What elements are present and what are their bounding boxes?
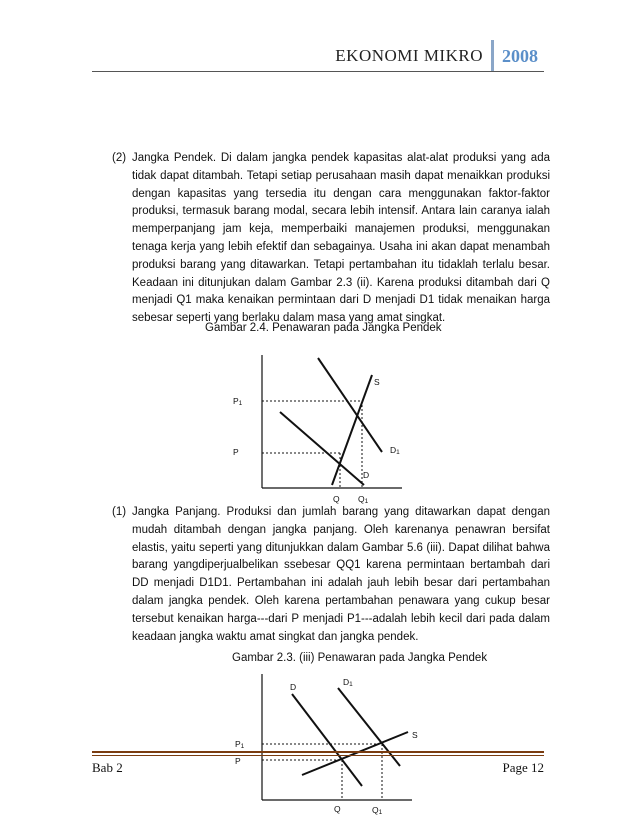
demand-curve-d xyxy=(280,412,364,485)
demand-curve-d xyxy=(292,694,362,786)
page-header xyxy=(335,40,538,72)
header-title: EKONOMI MIKRO xyxy=(335,46,483,65)
label-d: D xyxy=(363,470,370,480)
paragraph-number: (2) xyxy=(112,152,127,164)
paragraph-long-run xyxy=(112,504,550,646)
figure-caption: Gambar 2.4. Penawaran pada Jangka Pendek xyxy=(205,322,442,334)
header-year: 2008 xyxy=(502,45,538,66)
label-s: S xyxy=(412,730,418,740)
label-p: P xyxy=(233,447,239,457)
label-p1: P1 xyxy=(235,739,245,750)
footer-page-number: Page 12 xyxy=(502,760,544,775)
supply-demand-diagram-short-run xyxy=(0,340,638,510)
footer-chapter: Bab 2 xyxy=(92,760,123,775)
label-s: S xyxy=(374,377,380,387)
label-q1: Q1 xyxy=(372,805,383,816)
label-d1: D1 xyxy=(343,677,353,688)
supply-curve xyxy=(302,732,408,775)
header-rule xyxy=(92,71,544,72)
label-q: Q xyxy=(334,804,341,814)
label-p1: P1 xyxy=(233,396,243,407)
label-q1: Q1 xyxy=(358,494,369,505)
label-p: P xyxy=(235,756,241,766)
paragraph-short-run xyxy=(112,150,550,328)
label-q: Q xyxy=(333,494,340,504)
footer-rule-thin xyxy=(92,755,544,756)
paragraph-text: Jangka Panjang. Produksi dan jumlah barang yang ditawarkan dapat dengan mudah ditambah dengan jangka panjang. Oleh karenanya penawran bersifat elastis, yaitu seperti yang ditunjukkan dalam Gambar 5.6 (iii). Dapat dilihat bahwa barang yangdiperjualbelikan ssebesar QQ1 karena permintaan bertambah dari DD menjadi D1D1. Pertambahan ini adalah jauh lebih besar dari pertambahan dalam jangka pendek. Oleh karena pertambahan penawara yang cukup besar tersebut kenaikan harga---dari P menjadi P1---adalah lebih kecil dari pada dalam keadaan jangka waktu amat singkat dan jangka pendek. xyxy=(132,506,550,643)
label-d: D xyxy=(290,682,297,692)
paragraph-number: (1) xyxy=(112,506,127,518)
figure-caption: Gambar 2.3. (iii) Penawaran pada Jangka Pendek xyxy=(232,652,488,664)
supply-demand-diagram-long-run xyxy=(0,672,638,822)
paragraph-text: Jangka Pendek. Di dalam jangka pendek kapasitas alat-alat produksi yang ada tidak dapat ditambah. Tetapi setiap perusahaan masih dapat menaikkan produksi dengan kapasitas yang tersedia itu dengan cara menggunakan faktor-faktor produksi, termasuk barang modal, secara lebih intensif. Antara lain caranya ialah memperpanjang jam keja, memperbaiki manajemen produksi, menggunakan tenaga kerja yang lebih efektif dan sebagainya. Usaha ini akan dapat menambah produksi barang yang ditawarkan. Tetapi pertambahan itu tidaklah terlalu besar. Keadaan ini ditunjukan dalam Gambar 2.3 (ii). Karena produksi ditambah dari Q menjadi Q1 maka kenaikan permintaan dari D menjadi D1 tidak menaikan harga sebesar seperti yang berlaku dalam masa yang amat singkat. xyxy=(132,152,550,325)
footer-rule xyxy=(92,751,544,753)
label-d1: D1 xyxy=(390,445,400,456)
